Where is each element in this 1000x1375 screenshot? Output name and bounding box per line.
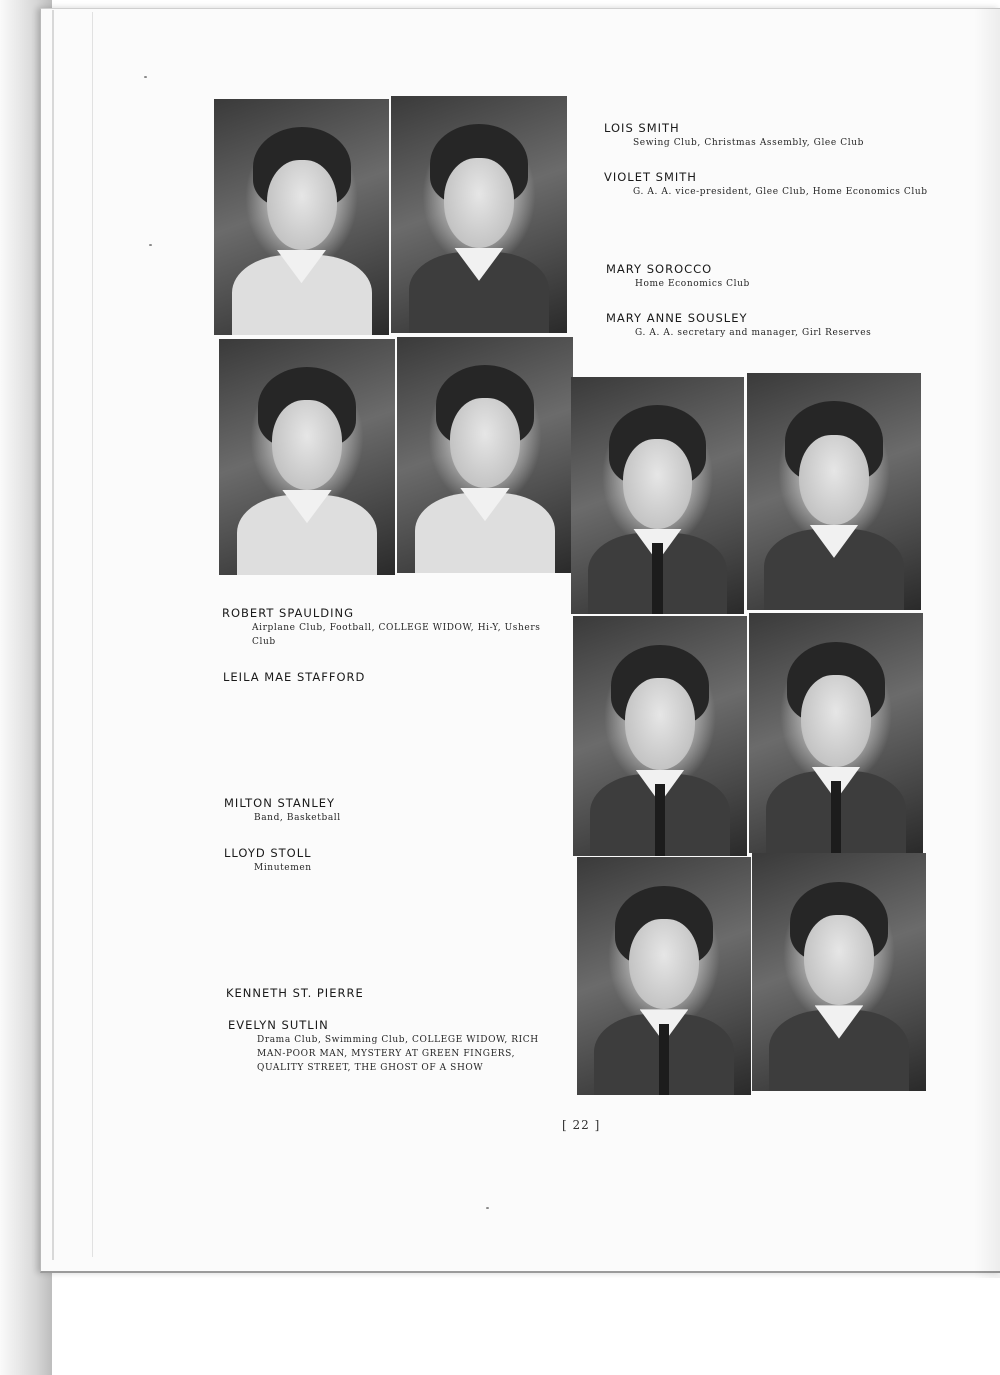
student-name: KENNETH ST. PIERRE (226, 986, 364, 1000)
student-name: MILTON STANLEY (224, 796, 336, 810)
page-stack-edge (92, 12, 93, 1257)
portrait-mary-sorocco (219, 339, 395, 575)
student-name: MARY ANNE SOUSLEY (606, 311, 748, 325)
page-number: [ 22 ] (562, 1118, 601, 1132)
student-activities: Band, Basketball (254, 813, 341, 823)
portrait-lloyd-stoll (749, 613, 923, 853)
portrait-kenneth-st-pierre (577, 857, 751, 1095)
portrait-lois-smith (214, 99, 389, 335)
portrait-leila-mae-stafford (747, 373, 921, 610)
spine-shadow (974, 8, 1000, 1278)
student-activities: Airplane Club, Football, COLLEGE WIDOW, Hi-Y, Ushers Club (252, 623, 541, 647)
student-name: LOIS SMITH (604, 121, 680, 135)
student-name: EVELYN SUTLIN (228, 1018, 329, 1032)
student-name: VIOLET SMITH (604, 170, 697, 184)
portrait-milton-stanley (573, 616, 747, 856)
student-activities: Minutemen (254, 863, 312, 873)
scan-speck (144, 76, 147, 78)
student-name: ROBERT SPAULDING (222, 606, 354, 620)
scan-speck (486, 1207, 489, 1209)
student-activities: G. A. A. vice-president, Glee Club, Home Economics Club (633, 187, 928, 197)
student-name: LLOYD STOLL (224, 846, 312, 860)
student-activities: Drama Club, Swimming Club, COLLEGE WIDOW, RICH MAN-POOR MAN, MYSTERY AT GREEN FINGERS, QUALITY STREET, THE GHOST OF A SHOW (257, 1035, 539, 1073)
student-activities: Sewing Club, Christmas Assembly, Glee Club (633, 138, 864, 148)
page-stack-edge (52, 10, 54, 1260)
scan-speck (149, 244, 152, 246)
portrait-mary-anne-sousley (397, 337, 573, 573)
student-name: MARY SOROCCO (606, 262, 713, 276)
student-activities: Home Economics Club (635, 279, 750, 289)
portrait-evelyn-sutlin (752, 853, 926, 1091)
portrait-robert-spaulding (571, 377, 744, 614)
portrait-violet-smith (391, 96, 567, 333)
student-name: LEILA MAE STAFFORD (223, 670, 366, 684)
student-activities: G. A. A. secretary and manager, Girl Reserves (635, 328, 872, 338)
